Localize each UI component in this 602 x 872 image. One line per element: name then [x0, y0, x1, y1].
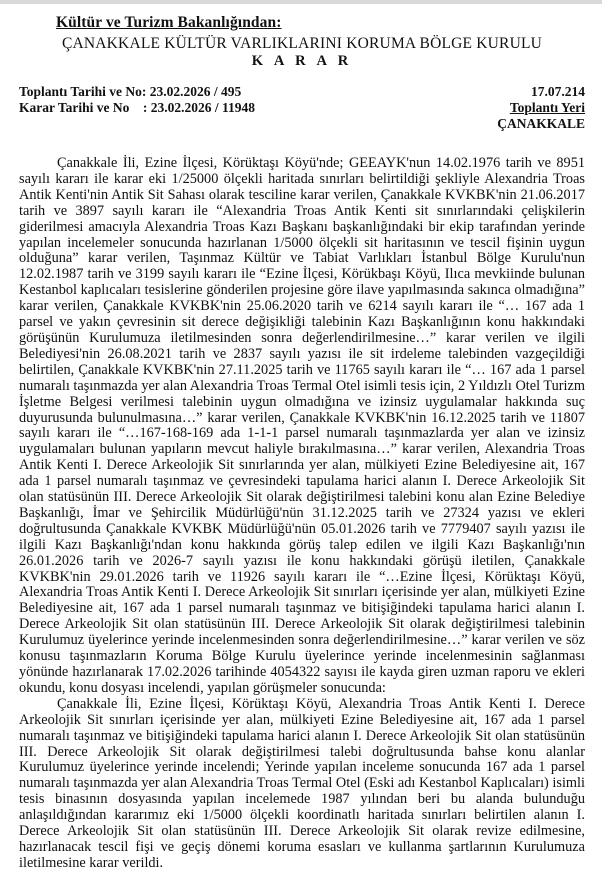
body-paragraph-background: Çanakkale İli, Ezine İlçesi, Körüktaşı Köyü'nde; GEEAYK'nun 14.02.1976 tarih ve 8951 sayılı kararı ile karar eki 1/25000 ölçekli haritada sınırları belirtildiği şekliyle Alexandria Troas Antik Kenti'nin Antik Sit Sahası olarak tesciline karar verilen, Çanakkale KVKBK'nin 21.06.2017 tarih ve 3897 sayılı kararı ile “Alexandria Troas Antik Kenti sit sınırlarındaki çelişkilerin giderilmesi amacıyla Alexandria Troas Kazı Başkanı başkanlığındaki bir ekip tarafından yerinde yapılan incelemeler sonucunda hazırlanan 1/5000 ölçekli sit haritasının ve tescil fişinin uygun olduğuna” karar verilen, Taşınmaz Kültür ve Tabiat Varlıkları İstanbul Bölge Kurulu'nun 12.02.1987 tarih ve 3199 sayılı kararı ile “Ezine İlçesi, Körükbaşı Köyü, Ilıca mevkiinde bulunan Kestanbol kaplıcaları tesislerine gönderilen projesine göre ilave yapılmasında sakınca olmadığına” karar verilen, Çanakkale KVKBK'nin 25.06.2020 tarih ve 6214 sayılı kararı ile “… 167 ada 1 parsel ve yakın çevresinin sit derece değişikliği talebinin Kazı Başkanlığının konu hakkındaki görüşünün Kurulumuza iletilmesinden sonra değerlendirilmesine…” karar verilen ve ilgili Belediyesi'nin 26.08.2021 tarih ve 2837 sayılı yazısı ile sit irdeleme talebinden vazgeçildiği belirtilen, Çanakkale KVKBK'nin 27.11.2025 tarih ve 11765 sayılı kararı ile “… 167 ada 1 parsel numaralı taşınmazda yer alan Alexandria Troas Termal Otel isimli tesis için, 2 Yıldızlı Otel Turizm İşletme Belgesi verilmesi talebinin uygun olmadığına ve izinsiz uygulamalar hakkında suç duyurusunda bulunulmasına…” karar verilen, Çanakkale KVKBK'nin 16.12.2025 tarih ve 11807 sayılı kararı ile “…167-168-169 ada 1-1-1 parsel numaralı taşınmazlarda yer alan ve izinsiz uygulamaları bulunan yapıların mevcut haliyle bırakılmasına…” karar verilen, Alexandria Troas Antik Kenti I. Derece Arkeolojik Sit sınırlarında yer alan, mülkiyeti Ezine Belediyesine ait, 167 ada 1 parsel numaralı taşınmaz ve çevresindeki tapulama harici alanın I. Derece Arkeolojik Sit olan statüsünün III. Derece Arkeolojik Sit olarak değiştirilmesi talebini konu alan Ezine Belediye Başkanlığı, İmar ve Şehircilik Müdürlüğü'nün 31.12.2025 tarih ve 27324 yazısı ve ekleri doğrultusunda Çanakkale KVKBK Müdürlüğü'nün 05.01.2026 tarih ve 7779407 sayılı yazısı ile ilgili Kazı Başkanlığı'ndan konu hakkında görüş talep edilen ve ilgili Kazı Başkanlığı'nın 26.01.2026 tarih ve 2026-7 sayılı yazısı ile konu hakkındaki görüşü iletilen, Çanakkale KVKBK'nin 29.01.2026 tarih ve 11926 sayılı kararı ile “…Ezine İlçesi, Körüktaşı Köyü, Alexandria Troas Antik Kenti I. Derece Arkeolojik Sit sınırları içerisinde yer alan, mülkiyeti Ezine Belediyesine ait, 167 ada 1 parsel numaralı taşınmaz ve bitişiğindeki tapulama harici alanın I. Derece Arkeolojik Sit olan statüsünün III. Derece Arkeolojik Sit olarak değiştirilmesi talebinin Kurulumuz üyelerince yerinde incelenmesinden sonra değerlendirilmesine…” karar verilen ve söz konusu taşınmazların Koruma Bölge Kurulu üyelerince yerinde incelenmesinin sağlanması yönünde hazırlanarak 17.02.2026 tarihinde 4054322 sayısı ile kayda giren uzman raporu ve ekleri okundu, konu dosyası incelendi, yapılan görüşmeler sonucunda:	[19, 155, 585, 696]
meta-right	[497, 84, 585, 132]
decision-body	[19, 156, 585, 872]
decision-value: 23.02.2026 / 11948	[150, 100, 256, 115]
meta-left	[19, 84, 255, 132]
board-title: ÇANAKKALE KÜLTÜR VARLIKLARINI KORUMA BÖLGE KURULU	[61, 35, 543, 52]
meeting-value: 23.02.2026 / 495	[149, 84, 242, 99]
meeting-info	[19, 84, 255, 100]
decision-document	[0, 14, 602, 872]
meeting-label: Toplantı Tarihi ve No:	[19, 84, 147, 99]
decision-info	[19, 100, 255, 116]
meeting-place-value: ÇANAKKALE	[497, 116, 585, 131]
body-paragraph-decision: Çanakkale İli, Ezine İlçesi, Körüktaşı Köyü, Alexandria Troas Antik Kenti I. Derece Arkeolojik Sit sınırları içerisinde yer alan, mülkiyeti Ezine Belediyesine ait, 167 ada 1 parsel numaralı taşınmaz ve bitişiğindeki tapulama harici alanın I. Derece Arkeolojik Sit olan statüsünün III. Derece Arkeolojik Sit olarak değiştirilmesi talebi doğrultusunda bahse konu alanlar Kurulumuz üyelerince yerinde incelendi; Yerinde yapılan inceleme sonucunda 167 ada 1 parsel numaralı taşınmazda yer alan Alexandria Troas Termal Otel (Eski adı Kestanbol Kaplıcaları) isimli tesis binasının dosyasında yapılan incelemede 1987 yılından beri bu alanda bulunduğu anlaşıldığından kararımız eki 1/5000 ölçekli koordinatlı haritada sınırları belirtilen alanın I. Derece Arkeolojik Sit olan statüsünün III. Derece Arkeolojik Sit olarak revize edilmesine, hazırlanacak tescil fişi ve geçiş dönemi koruma esasları ve kullanma şartlarının Kurulumuza iletilmesine karar verildi.	[19, 695, 585, 871]
decision-title: K A R A R	[251, 53, 353, 69]
decision-label: Karar Tarihi ve No :	[19, 100, 148, 115]
file-code: 17.07.214	[531, 84, 585, 99]
meeting-place-label: Toplantı Yeri	[509, 100, 585, 115]
ministry-heading: Kültür ve Turizm Bakanlığından:	[56, 14, 282, 31]
top-band	[0, 0, 602, 4]
meta-block	[19, 84, 585, 132]
